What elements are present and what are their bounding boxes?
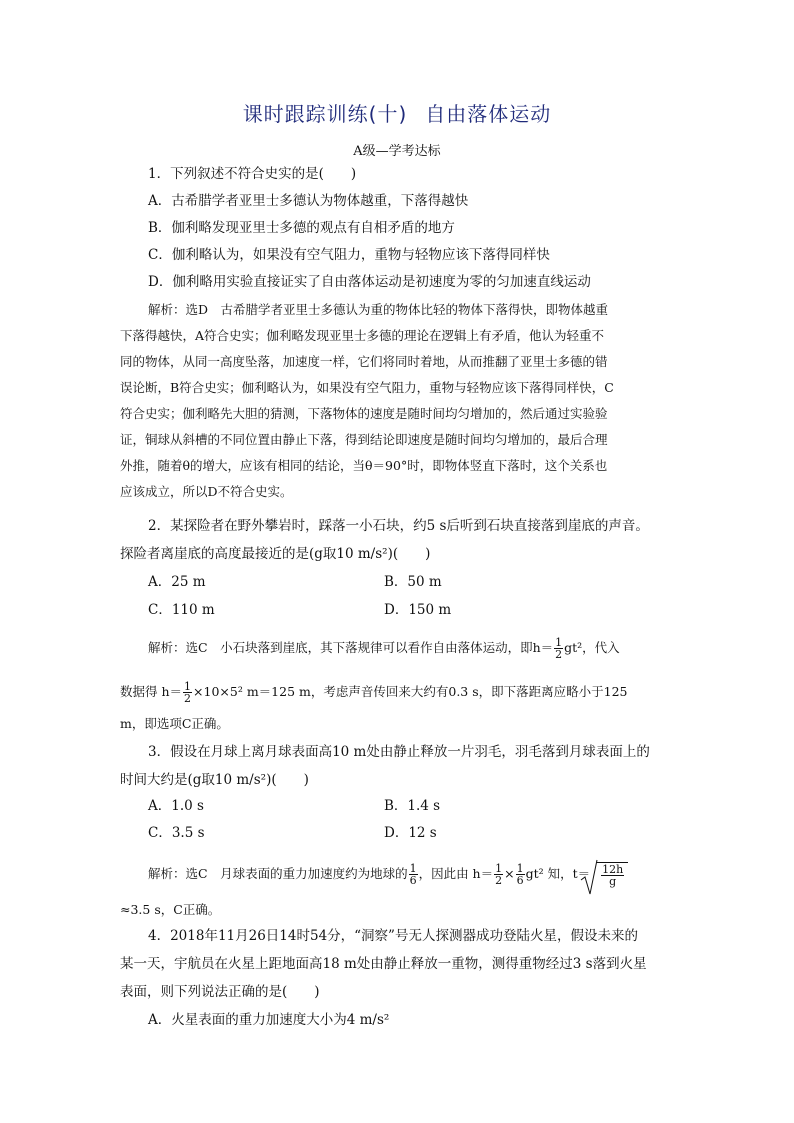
q2-analysis-text: ×10×5² m＝125 m，考虑声音传回来大约有0.3 s，即下落距离应略小于125 (193, 684, 628, 699)
q3-stem-line: 3．假设在月球上离月球表面高10 m处由静止释放一片羽毛，羽毛落到月球表面上的 (148, 744, 650, 760)
fraction-numerator: 1 (184, 680, 192, 693)
fraction-denominator: g (609, 875, 617, 888)
q2-analysis-line (148, 637, 620, 660)
fraction-numerator: 12h (602, 863, 624, 876)
fraction (554, 637, 563, 660)
q2-stem-line: 探险者离崖底的高度最接近的是(g取10 m/s²)( ) (120, 546, 431, 562)
q1-option-b: B．伽利略发现亚里士多德的观点有自相矛盾的地方 (148, 220, 455, 236)
fraction-numerator: 1 (555, 636, 563, 649)
square-root (596, 862, 628, 887)
q3-analysis-text: gt² 知，t＝ (525, 866, 591, 881)
q3-option-c: C．3.5 s (148, 825, 205, 841)
q3-analysis-text: 解析：选C 月球表面的重力加速度约为地球的 (148, 866, 408, 881)
q1-analysis-line: 符合史实；伽利略先大胆的猜测，下落物体的速度是随时间均匀增加的，然后通过实验验 (120, 406, 608, 421)
title-main: 课时跟踪训练(十) (242, 102, 408, 126)
q4-stem-line: 某一天，宇航员在火星上距地面高18 m处由静止释放一重物，测得重物经过3 s落到火星 (120, 956, 647, 972)
page-title (0, 98, 794, 127)
fraction-denominator: 2 (184, 692, 192, 705)
fraction (409, 863, 418, 886)
q1-analysis-line: 同的物体，从同一高度坠落，加速度一样，它们将同时着地，从而推翻了亚里士多德的错 (120, 354, 608, 369)
q2-option-d: D．150 m (384, 602, 452, 618)
fraction (494, 863, 503, 886)
q3-analysis-line (148, 862, 628, 887)
fraction-denominator: 2 (555, 648, 563, 661)
q1-analysis-line: 证，铜球从斜槽的不同位置由静止下落，得到结论即速度是随时间均匀增加的，最后合理 (120, 432, 608, 447)
fraction (601, 864, 624, 887)
q3-analysis-text: × (504, 866, 515, 881)
q3-stem-line: 时间大约是(g取10 m/s²)( ) (120, 772, 309, 788)
fraction-numerator: 1 (409, 862, 417, 875)
fraction (183, 681, 192, 704)
q1-option-d: D．伽利略用实验直接证实了自由落体运动是初速度为零的匀加速直线运动 (148, 274, 591, 290)
q1-analysis-line: 应该成立，所以D不符合史实。 (120, 484, 293, 499)
fraction (516, 863, 525, 886)
q2-analysis-text: gt²，代入 (564, 640, 620, 655)
section-heading: A级—学考达标 (353, 144, 441, 159)
fraction-numerator: 1 (516, 862, 524, 875)
fraction-denominator: 6 (409, 874, 417, 887)
q2-option-c: C．110 m (148, 602, 215, 618)
q2-analysis-line (120, 681, 628, 704)
q4-option-a: A．火星表面的重力加速度大小为4 m/s² (148, 1012, 390, 1028)
q1-analysis-line: 外推，随着θ的增大，应该有相同的结论，当θ＝90°时，即物体竖直下落时，这个关系也 (120, 458, 608, 473)
fraction-numerator: 1 (495, 862, 503, 875)
q1-option-a: A．古希腊学者亚里士多德认为物体越重，下落得越快 (148, 193, 469, 209)
fraction-denominator: 6 (516, 874, 524, 887)
q3-option-d: D．12 s (384, 825, 437, 841)
q1-option-c: C．伽利略认为，如果没有空气阻力，重物与轻物应该下落得同样快 (148, 247, 550, 263)
q4-stem-line: 4．2018年11月26日14时54分，“洞察”号无人探测器成功登陆火星，假设未来的 (148, 928, 638, 944)
q2-option-a: A．25 m (148, 574, 206, 590)
q3-analysis-text: ，因此由 h＝ (418, 866, 494, 881)
q3-analysis-line: ≈3.5 s，C正确。 (120, 902, 221, 917)
q2-analysis-text: 数据得 h＝ (120, 684, 183, 699)
q1-stem: 1．下列叙述不符合史实的是( ) (148, 166, 357, 182)
q2-option-b: B．50 m (384, 574, 442, 590)
q1-analysis-line: 解析：选D 古希腊学者亚里士多德认为重的物体比轻的物体下落得快，即物体越重 (148, 302, 609, 317)
radical-sign-icon (580, 858, 598, 896)
q4-stem-line: 表面，则下列说法正确的是( ) (120, 984, 320, 1000)
q2-analysis-line: m，即选项C正确。 (120, 716, 229, 731)
title-topic: 自由落体运动 (425, 102, 552, 126)
q3-option-b: B．1.4 s (384, 798, 441, 814)
q1-analysis-line: 下落得越快，A符合史实；伽利略发现亚里士多德的理论在逻辑上有矛盾，他认为轻重不 (120, 328, 605, 343)
q3-option-a: A．1.0 s (148, 798, 204, 814)
q2-stem-line: 2．某探险者在野外攀岩时，踩落一小石块，约5 s后听到石块直接落到崖底的声音。 (148, 518, 649, 534)
q2-analysis-text: 解析：选C 小石块落到崖底，其下落规律可以看作自由落体运动，即h＝ (148, 640, 554, 655)
fraction-denominator: 2 (495, 874, 503, 887)
q1-analysis-line: 误论断，B符合史实；伽利略认为，如果没有空气阻力，重物与轻物应该下落得同样快，C (120, 380, 614, 395)
